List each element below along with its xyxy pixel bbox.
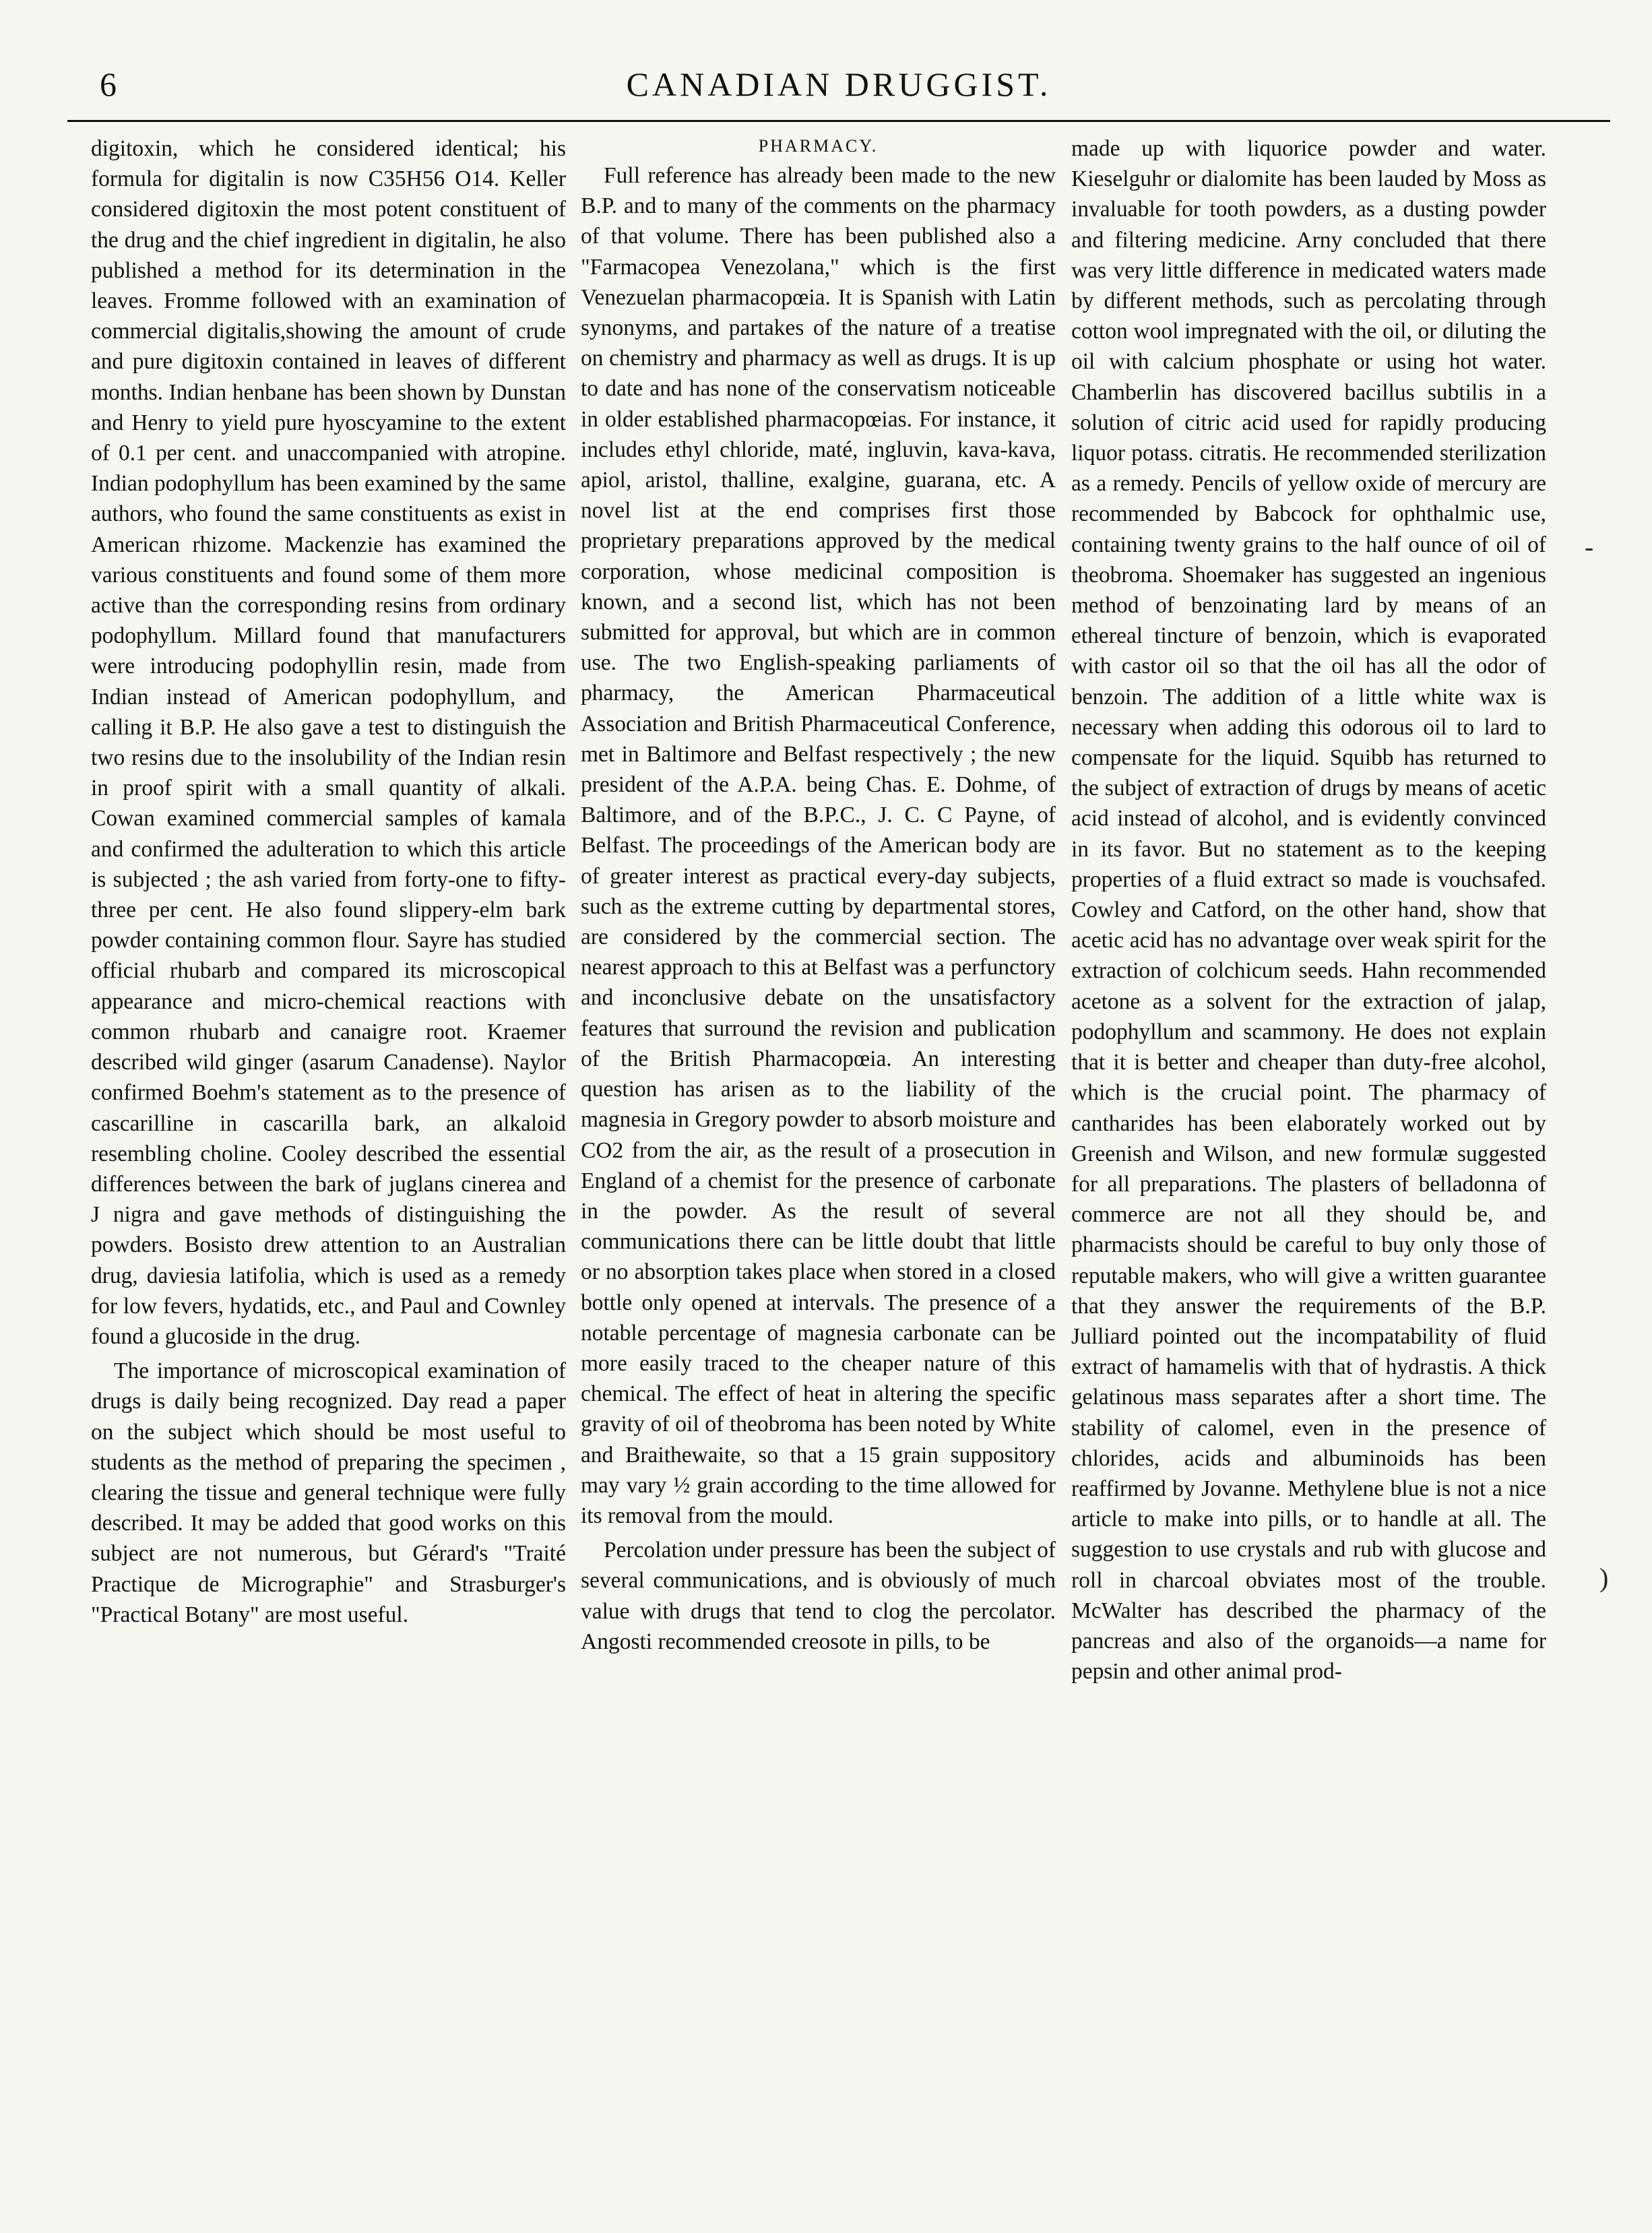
paragraph: digitoxin, which he considered identical; his formula for digitalin is now C35H56 O14. Keller considered digitoxin the most potent constituent of the drug and the chief ingredient in digitalin, he also published a method for its determination in the leaves. Fromme followed with an examination of commercial digitalis,showing the amount of crude and pure digitoxin contained in leaves of different months. Indian henbane has been shown by Dunstan and Henry to yield pure hyoscyamine to the extent of 0.1 per cent. and unaccompanied with atropine. Indian podophyllum has been examined by the same authors, who found the same constituents as exist in American rhizome. Mackenzie has examined the various constituents and found some of them more active than the corresponding resins from ordinary podophyllum. Millard found that manufacturers were introducing podophyllin resin, made from Indian instead of American podophyllum, and calling it B.P. He also gave a test to distinguish the two resins due to the insolubility of the Indian resin in proof spirit with a small quantity of alkali. Cowan examined commercial samples of kamala and confirmed the adulteration to which this article is subjected ; the ash varied from forty-one to fifty-three per cent. He also found slippery-elm bark powder containing common flour. Sayre has studied official rhubarb and compared its microscopical appearance and micro-chemical reactions with common rhubarb and canaigre root. Kraemer described wild ginger (asarum Canadense). Naylor confirmed Boehm's statement as to the presence of cascarilline in cascarilla bark, an alkaloid resembling choline. Cooley described the essential differences between the bark of juglans cinerea and J nigra and gave methods of distinguishing the powders. Bosisto drew attention to an Australian drug, daviesia latifolia, which is used as a remedy for low fevers, hydatids, etc., and Paul and Cownley found a glucoside in the drug.	[91, 136, 566, 1349]
paragraph: Percolation under pressure has been the subject of several communications, and is obviously of much value with drugs that tend to clog the percolator. Angosti recommended creosote in pills, to be	[581, 1538, 1056, 1654]
margin-speck: -	[1585, 532, 1594, 562]
paragraph: Full reference has already been made to the new B.P. and to many of the comments on the pharmacy of that volume. There has been published also a "Farmacopea Venezolana," which is the first Venezuelan pharmacopœia. It is Spanish with Latin synonyms, and partakes of the nature of a treatise on chemistry and pharmacy as well as drugs. It is up to date and has none of the conservatism noticeable in older established pharmacopœias. For instance, it includes ethyl chloride, maté, ingluvin, kava-kava, apiol, aristol, thalline, exalgine, guarana, etc. A novel list at the end comprises first those proprietary preparations approved by the medical corporation, whose medicinal composition is known, and a second list, which has not been submitted for approval, but which are in common use. The two English-speaking parliaments of pharmacy, the American Pharmaceutical Association and British Pharmaceutical Conference, met in Baltimore and Belfast respectively ; the new president of the A.P.A. being Chas. E. Dohme, of Baltimore, and of the B.P.C., J. C. C Payne, of Belfast. The proceedings of the American body are of greater interest as practical every-day subjects, such as the extreme cutting by departmental stores, are considered by the commercial section. The nearest approach to this at Belfast was a perfunctory and inconclusive debate on the unsatisfactory features that surround the revision and publication of the British Pharmacopœia. An interesting question has arisen as to the liability of the magnesia in Gregory powder to absorb moisture and CO2 from the air, as the result of a prosecution in England of a chemist for the presence of carbonate in the powder. As the result of several communications there can be little doubt that little or no absorption takes place when stored in a closed bottle only opened at intervals. The presence of a notable percentage of magnesia carbonate can be more easily traced to the cheaper nature of this chemical. The effect of heat in altering the specific gravity of oil of theobroma has been noted by White and Braithewaite, so that a 15 grain suppository may vary ½ grain according to the time allowed for its removal from the mould.	[581, 163, 1056, 1528]
paragraph: made up with liquorice powder and water. Kieselguhr or dialomite has been lauded by Moss as invaluable for tooth powders, as a dusting powder and filtering medicine. Arny concluded that there was very little difference in medicated waters made by different methods, such as percolating through cotton wool impregnated with the oil, or diluting the oil with calcium phosphate or using hot water. Chamberlin has discovered bacillus subtilis in a solution of citric acid used for rapidly producing liquor potass. citratis. He recommended sterilization as a remedy. Pencils of yellow oxide of mercury are recommended by Babcock for ophthalmic use, containing twenty grains to the half ounce of oil of theobroma. Shoemaker has suggested an ingenious method of benzoinating lard by means of an ethereal tincture of benzoin, which is evaporated with castor oil so that the oil has all the odor of benzoin. The addition of a little white wax is necessary when adding this odorous oil to lard to compensate for the liquid. Squibb has returned to the subject of extraction of drugs by means of acetic acid instead of alcohol, and is evidently convinced in its favor. But no statement as to the keeping properties of a fluid extract so made is vouchsafed. Cowley and Catford, on the other hand, show that acetic acid has no advantage over weak spirit for the extraction of colchicum seeds. Hahn recommended acetone as a solvent for the extraction of jalap, podophyllum and scammony. He does not explain that it is better and cheaper than duty-free alcohol, which is the crucial point. The pharmacy of cantharides has been elaborately worked out by Greenish and Wilson, and new formulæ suggested for all preparations. The plasters of belladonna of commerce are not all they should be, and pharmacists should be careful to buy only those of reputable makers, who will give a written guarantee that they answer the requirements of the B.P. Julliard pointed out the incompatability of fluid extract of hamamelis with that of hydrastis. A thick gelatinous mass separates after a short time. The stability of calomel, even in the presence of chlorides, acids and albuminoids has been reaffirmed by Jovanne. Methylene blue is not a nice article to make into pills, or to handle at all. The suggestion to use crystals and rub with glucose and roll in charcoal obviates most of the trouble. McWalter has described the pharmacy of the pancreas and also of the organoids—a name for pepsin and other animal prod-	[1071, 136, 1546, 1685]
paragraph: The importance of microscopical examination of drugs is daily being recognized. Day read a paper on the subject which should be most useful to students as the method of preparing the specimen , clearing the tissue and general technique were fully described. It may be added that good works on this subject are not numerous, but Gérard's "Traité Practique de Micrographie" and Strasburger's "Practical Botany" are most useful.	[91, 1358, 566, 1627]
column-2	[581, 133, 1056, 1657]
journal-title: CANADIAN DRUGGIST.	[626, 65, 1052, 103]
column-1	[91, 133, 566, 1630]
column-3	[1071, 133, 1546, 1687]
page-header	[67, 61, 1610, 115]
margin-speck: )	[1599, 1563, 1609, 1593]
header-rule	[67, 120, 1610, 122]
page-number: 6	[100, 65, 117, 103]
section-heading-pharmacy: PHARMACY.	[758, 136, 879, 156]
